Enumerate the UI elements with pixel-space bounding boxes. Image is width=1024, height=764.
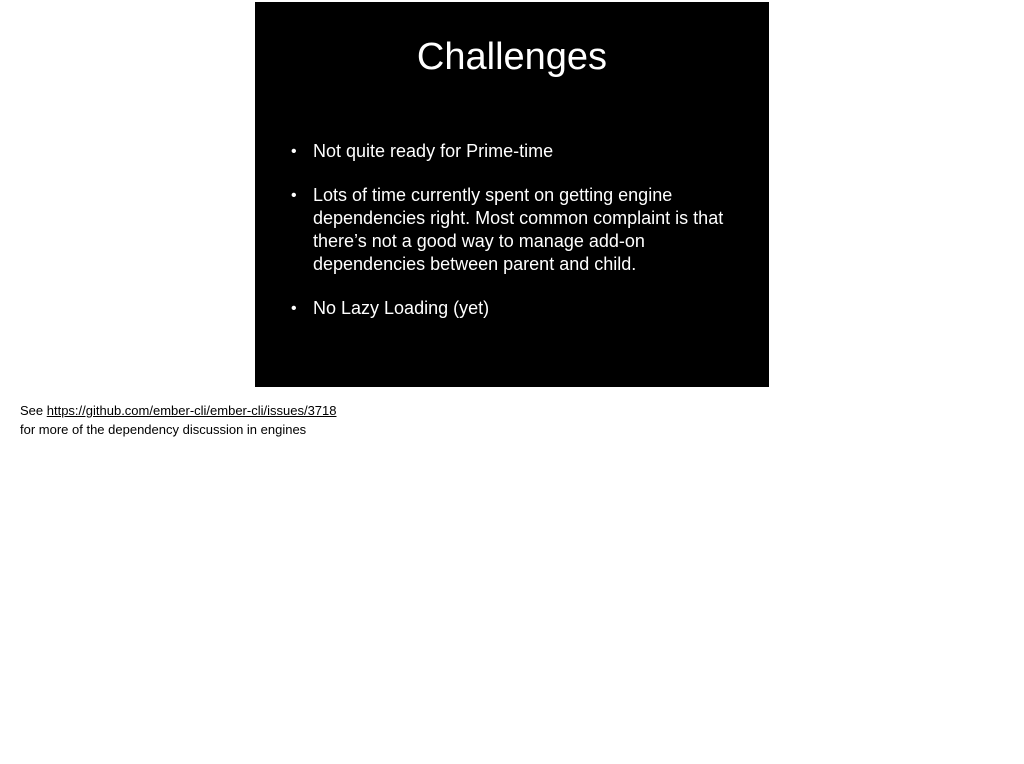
- presenter-notes: [20, 401, 720, 439]
- notes-line-1: [20, 401, 720, 420]
- bullet-text: Lots of time currently spent on getting engine dependencies right. Most common complaint is that there’s not a good way to manage add-on dependencies between parent and child.: [313, 185, 724, 274]
- bullet-item: [291, 297, 731, 320]
- bullet-text: Not quite ready for Prime-time: [313, 141, 554, 161]
- bullet-icon: •: [291, 143, 297, 160]
- slide-title: Challenges: [416, 36, 608, 78]
- bullet-item: [291, 140, 731, 163]
- github-issue-link[interactable]: https://github.com/ember-cli/ember-cli/issues/3718: [46, 403, 337, 418]
- slide: [255, 2, 769, 387]
- bullet-item: [291, 184, 731, 276]
- notes-line-2: for more of the dependency discussion in engines: [20, 422, 307, 437]
- bullet-list: [291, 140, 731, 341]
- bullet-text: No Lazy Loading (yet): [313, 298, 490, 318]
- notes-prefix: See: [20, 403, 47, 418]
- bullet-icon: •: [291, 187, 297, 204]
- bullet-icon: •: [291, 300, 297, 317]
